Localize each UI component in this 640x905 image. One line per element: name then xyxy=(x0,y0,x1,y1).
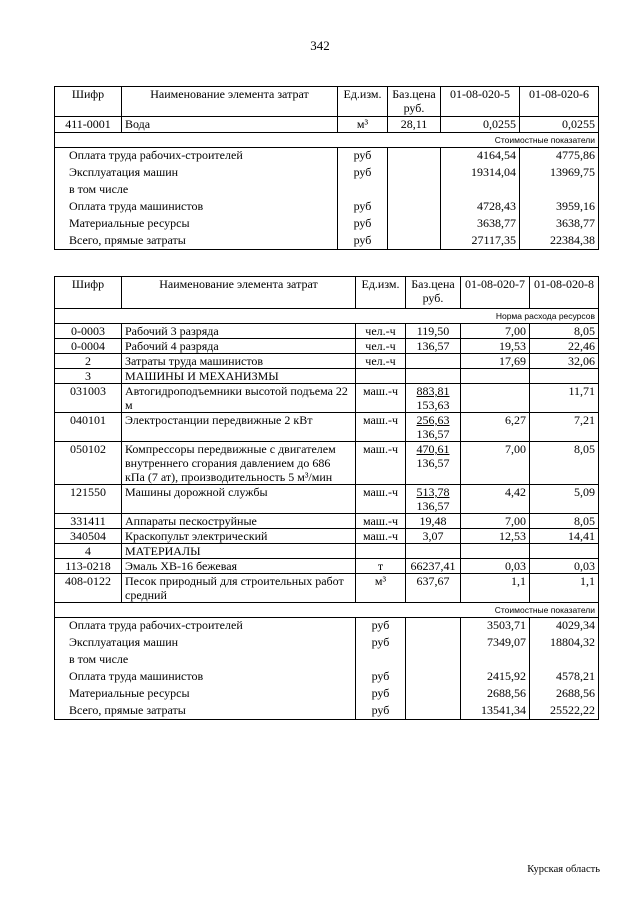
summary-value-1: 3503,71 xyxy=(461,618,530,635)
cell-code: 0-0004 xyxy=(55,339,122,354)
header-col1: 01-08-020-7 xyxy=(461,277,530,309)
cell-value-2: 32,06 xyxy=(530,354,599,369)
price-value-secondary: 136,57 xyxy=(416,456,450,470)
cell-value-2: 7,21 xyxy=(530,413,599,442)
cell-unit: т xyxy=(356,559,406,574)
summary-unit: руб xyxy=(338,199,388,216)
price-value: 3,07 xyxy=(422,529,444,543)
summary-label: Всего, прямые затраты xyxy=(55,703,356,720)
summary-label: Всего, прямые затраты xyxy=(55,233,338,250)
summary-unit: руб xyxy=(356,618,406,635)
price-value-secondary: 136,57 xyxy=(416,427,450,441)
summary-unit xyxy=(338,182,388,199)
summary-value-1 xyxy=(461,652,530,669)
cell-price xyxy=(406,574,461,603)
cell-code: 031003 xyxy=(55,384,122,413)
table-row xyxy=(55,354,599,369)
cell-unit xyxy=(356,544,406,559)
cell-unit: чел.-ч xyxy=(356,354,406,369)
cell-price xyxy=(406,354,461,369)
header-name: Наименование элемента затрат xyxy=(122,87,338,117)
section-row xyxy=(55,369,599,384)
cell-code: 331411 xyxy=(55,514,122,529)
footer-region: Курская область xyxy=(527,864,600,875)
cell-unit: чел.-ч xyxy=(356,324,406,339)
cell-value-2: 0,03 xyxy=(530,559,599,574)
cell-value-2 xyxy=(530,369,599,384)
cell-unit: маш.-ч xyxy=(356,442,406,485)
header-code: Шифр xyxy=(55,277,122,309)
summary-value-2: 18804,32 xyxy=(530,635,599,652)
cell-code: 2 xyxy=(55,354,122,369)
summary-label: Материальные ресурсы xyxy=(55,686,356,703)
summary-unit: руб xyxy=(338,233,388,250)
summary-empty xyxy=(388,148,441,165)
summary-value-1 xyxy=(441,182,520,199)
cell-price xyxy=(406,324,461,339)
summary-empty xyxy=(388,216,441,233)
cell-name: Эмаль ХВ-16 бежевая xyxy=(122,559,356,574)
header-code: Шифр xyxy=(55,87,122,117)
summary-value-1: 13541,34 xyxy=(461,703,530,720)
cell-name: Краскопульт электрический xyxy=(122,529,356,544)
summary-row xyxy=(55,652,599,669)
summary-row xyxy=(55,182,599,199)
summary-label: в том числе xyxy=(55,652,356,669)
header-unit: Ед.изм. xyxy=(338,87,388,117)
cell-price xyxy=(406,442,461,485)
cell-code: 411-0001 xyxy=(55,117,122,133)
price-value: 136,57 xyxy=(416,339,450,353)
summary-value-1: 7349,07 xyxy=(461,635,530,652)
cell-value-1: 7,00 xyxy=(461,442,530,485)
price-value-secondary: 136,57 xyxy=(416,499,450,513)
summary-unit: руб xyxy=(338,216,388,233)
section-row xyxy=(55,544,599,559)
cell-value-2: 0,0255 xyxy=(520,117,599,133)
summary-row xyxy=(55,216,599,233)
summary-value-1: 3638,77 xyxy=(441,216,520,233)
summary-row xyxy=(55,686,599,703)
price-value: 637,67 xyxy=(416,574,450,588)
cell-value-2: 22,46 xyxy=(530,339,599,354)
summary-value-1: 2415,92 xyxy=(461,669,530,686)
cell-value-1 xyxy=(461,384,530,413)
summary-value-2: 3959,16 xyxy=(520,199,599,216)
summary-row xyxy=(55,165,599,182)
summary-value-2: 25522,22 xyxy=(530,703,599,720)
price-value: 513,78 xyxy=(416,485,450,499)
header-unit: Ед.изм. xyxy=(356,277,406,309)
cell-value-2: 14,41 xyxy=(530,529,599,544)
cell-value-2: 8,05 xyxy=(530,324,599,339)
cell-value-1: 7,00 xyxy=(461,514,530,529)
summary-value-1: 27117,35 xyxy=(441,233,520,250)
summary-value-1: 4164,54 xyxy=(441,148,520,165)
cell-name: Машины дорожной службы xyxy=(122,485,356,514)
cell-value-1: 0,0255 xyxy=(441,117,520,133)
cell-name: Рабочий 3 разряда xyxy=(122,324,356,339)
summary-row xyxy=(55,618,599,635)
cell-name: Вода xyxy=(122,117,338,133)
cell-name: Электростанции передвижные 2 кВт xyxy=(122,413,356,442)
cell-name: Компрессоры передвижные с двигателем внутреннего сгорания давлением до 686 кПа (7 ат), производительность 5 м³/мин xyxy=(122,442,356,485)
table-1 xyxy=(54,86,599,250)
cell-unit: маш.-ч xyxy=(356,529,406,544)
summary-row xyxy=(55,635,599,652)
cell-unit: маш.-ч xyxy=(356,413,406,442)
summary-unit: руб xyxy=(356,686,406,703)
summary-value-2: 4578,21 xyxy=(530,669,599,686)
summary-unit: руб xyxy=(338,148,388,165)
summary-empty xyxy=(406,703,461,720)
header-col2: 01-08-020-8 xyxy=(530,277,599,309)
cell-code: 340504 xyxy=(55,529,122,544)
table-row xyxy=(55,574,599,603)
table-row xyxy=(55,559,599,574)
cell-code: 0-0003 xyxy=(55,324,122,339)
table-row xyxy=(55,442,599,485)
cell-code: 3 xyxy=(55,369,122,384)
summary-value-2 xyxy=(530,652,599,669)
header-col1: 01-08-020-5 xyxy=(441,87,520,117)
cell-price xyxy=(406,529,461,544)
cell-unit: м³ xyxy=(356,574,406,603)
summary-empty xyxy=(406,669,461,686)
summary-empty xyxy=(388,233,441,250)
cell-value-1: 7,00 xyxy=(461,324,530,339)
table-row xyxy=(55,324,599,339)
cell-name: Автогидроподъемники высотой подъема 22 м xyxy=(122,384,356,413)
table-row xyxy=(55,413,599,442)
summary-label: Оплата труда машинистов xyxy=(55,669,356,686)
price-value: 256,63 xyxy=(416,413,450,427)
cell-price xyxy=(406,413,461,442)
cost-caption: Стоимостные показатели xyxy=(55,603,599,618)
summary-unit: руб xyxy=(338,165,388,182)
summary-row xyxy=(55,703,599,720)
cell-value-1 xyxy=(461,544,530,559)
summary-value-2: 22384,38 xyxy=(520,233,599,250)
table-row xyxy=(55,384,599,413)
summary-empty xyxy=(406,618,461,635)
cell-value-1: 0,03 xyxy=(461,559,530,574)
cell-value-2: 5,09 xyxy=(530,485,599,514)
header-name: Наименование элемента затрат xyxy=(122,277,356,309)
cell-value-2: 1,1 xyxy=(530,574,599,603)
cell-value-1: 17,69 xyxy=(461,354,530,369)
summary-empty xyxy=(388,199,441,216)
price-value: 119,50 xyxy=(416,324,450,338)
cell-code: 4 xyxy=(55,544,122,559)
cell-value-1: 1,1 xyxy=(461,574,530,603)
summary-row xyxy=(55,148,599,165)
summary-value-2: 3638,77 xyxy=(520,216,599,233)
cell-unit: маш.-ч xyxy=(356,485,406,514)
cell-price xyxy=(406,485,461,514)
summary-value-2: 2688,56 xyxy=(530,686,599,703)
summary-row xyxy=(55,199,599,216)
cell-value-1: 12,53 xyxy=(461,529,530,544)
cell-code: 040101 xyxy=(55,413,122,442)
header-col2: 01-08-020-6 xyxy=(520,87,599,117)
summary-unit: руб xyxy=(356,703,406,720)
cell-name: МАТЕРИАЛЫ xyxy=(122,544,356,559)
summary-label: в том числе xyxy=(55,182,338,199)
cell-code: 408-0122 xyxy=(55,574,122,603)
cell-unit: м³ xyxy=(338,117,388,133)
cost-caption: Стоимостные показатели xyxy=(55,133,599,148)
summary-empty xyxy=(388,182,441,199)
table-row xyxy=(55,514,599,529)
cell-price: 28,11 xyxy=(388,117,441,133)
summary-label: Эксплуатация машин xyxy=(55,165,338,182)
summary-label: Оплата труда машинистов xyxy=(55,199,338,216)
price-value: 19,48 xyxy=(419,514,447,528)
summary-label: Эксплуатация машин xyxy=(55,635,356,652)
cell-price xyxy=(406,514,461,529)
cell-value-1: 4,42 xyxy=(461,485,530,514)
cell-value-1: 19,53 xyxy=(461,339,530,354)
cell-value-1: 6,27 xyxy=(461,413,530,442)
cell-price xyxy=(406,544,461,559)
summary-label: Оплата труда рабочих-строителей xyxy=(55,618,356,635)
cell-code: 050102 xyxy=(55,442,122,485)
table-2 xyxy=(54,276,599,720)
summary-unit: руб xyxy=(356,669,406,686)
table-row xyxy=(55,529,599,544)
cell-name: Песок природный для строительных работ средний xyxy=(122,574,356,603)
cell-value-1 xyxy=(461,369,530,384)
page-number: 342 xyxy=(310,38,330,53)
summary-value-2: 13969,75 xyxy=(520,165,599,182)
summary-label: Оплата труда рабочих-строителей xyxy=(55,148,338,165)
table-row xyxy=(55,117,599,133)
header-price: Баз.цена руб. xyxy=(406,277,461,309)
cell-name: Рабочий 4 разряда xyxy=(122,339,356,354)
cell-code: 113-0218 xyxy=(55,559,122,574)
header-price: Баз.цена руб. xyxy=(388,87,441,117)
cell-name: МАШИНЫ И МЕХАНИЗМЫ xyxy=(122,369,356,384)
price-value: 470,61 xyxy=(416,442,450,456)
cell-unit: чел.-ч xyxy=(356,339,406,354)
summary-unit xyxy=(356,652,406,669)
cell-value-2 xyxy=(530,544,599,559)
summary-label: Материальные ресурсы xyxy=(55,216,338,233)
price-value-secondary: 153,63 xyxy=(416,398,450,412)
cell-code: 121550 xyxy=(55,485,122,514)
summary-value-2 xyxy=(520,182,599,199)
price-value: 66237,41 xyxy=(410,559,456,573)
summary-empty xyxy=(406,635,461,652)
cell-value-2: 8,05 xyxy=(530,442,599,485)
norm-caption: Норма расхода ресурсов xyxy=(55,309,599,324)
summary-value-1: 2688,56 xyxy=(461,686,530,703)
summary-empty xyxy=(406,652,461,669)
cell-price xyxy=(406,369,461,384)
table-row xyxy=(55,339,599,354)
cell-price xyxy=(406,559,461,574)
summary-unit: руб xyxy=(356,635,406,652)
cell-unit: маш.-ч xyxy=(356,514,406,529)
cell-unit xyxy=(356,369,406,384)
summary-row xyxy=(55,233,599,250)
table-row xyxy=(55,485,599,514)
cell-price xyxy=(406,384,461,413)
summary-empty xyxy=(388,165,441,182)
cell-name: Затраты труда машинистов xyxy=(122,354,356,369)
summary-value-2: 4029,34 xyxy=(530,618,599,635)
cell-unit: маш.-ч xyxy=(356,384,406,413)
summary-empty xyxy=(406,686,461,703)
cell-price xyxy=(406,339,461,354)
cell-value-2: 8,05 xyxy=(530,514,599,529)
summary-value-2: 4775,86 xyxy=(520,148,599,165)
price-value: 883,81 xyxy=(416,384,450,398)
summary-value-1: 19314,04 xyxy=(441,165,520,182)
summary-value-1: 4728,43 xyxy=(441,199,520,216)
cell-name: Аппараты пескоструйные xyxy=(122,514,356,529)
summary-row xyxy=(55,669,599,686)
cell-value-2: 11,71 xyxy=(530,384,599,413)
